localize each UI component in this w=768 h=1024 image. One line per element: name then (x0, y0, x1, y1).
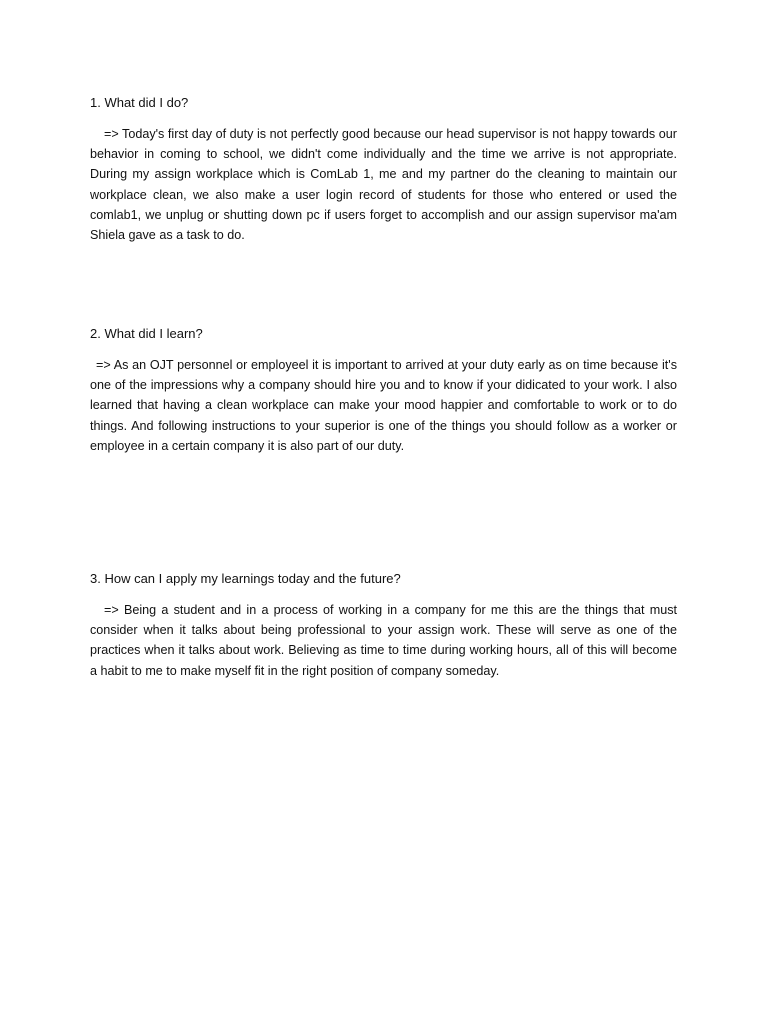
answer-paragraph: => Being a student and in a process of working in a company for me this are the things that must consider when it talks about being professional to your assign work. These will serve as one of the practices when it talks about work. Believing as time to time during working hours, all of this will become a habit to me to make myself fit in the right position of company someday. (90, 603, 677, 678)
question-section-3 (90, 569, 677, 681)
question-heading: 1. What did I do? (90, 95, 189, 110)
question-heading: 3. How can I apply my learnings today and the future? (90, 571, 401, 586)
question-heading: 2. What did I learn? (90, 326, 203, 341)
answer-paragraph: => Today's first day of duty is not perfectly good because our head supervisor is not happy towards our behavior in coming to school, we didn't come individually and the time we arrive is not appropriate. During my assign workplace which is ComLab 1, me and my partner do the cleaning to maintain our workplace clean, we also make a user login record of students for those who entered or used the comlab1, we unplug or shutting down pc if users forget to accomplish and our assign supervisor ma'am Shiela gave as a task to do. (90, 127, 677, 243)
question-section-1 (90, 93, 677, 245)
question-section-2 (90, 324, 677, 456)
answer-paragraph: => As an OJT personnel or employeel it is important to arrived at your duty early as on time because it's one of the impressions why a company should hire you and to know if your didicated to your work. I also learned that having a clean workplace can make your mood happier and comfortable to work or to do things. And following instructions to your superior is one of the things you should follow as a worker or employee in a certain company it is also part of our duty. (90, 358, 677, 453)
